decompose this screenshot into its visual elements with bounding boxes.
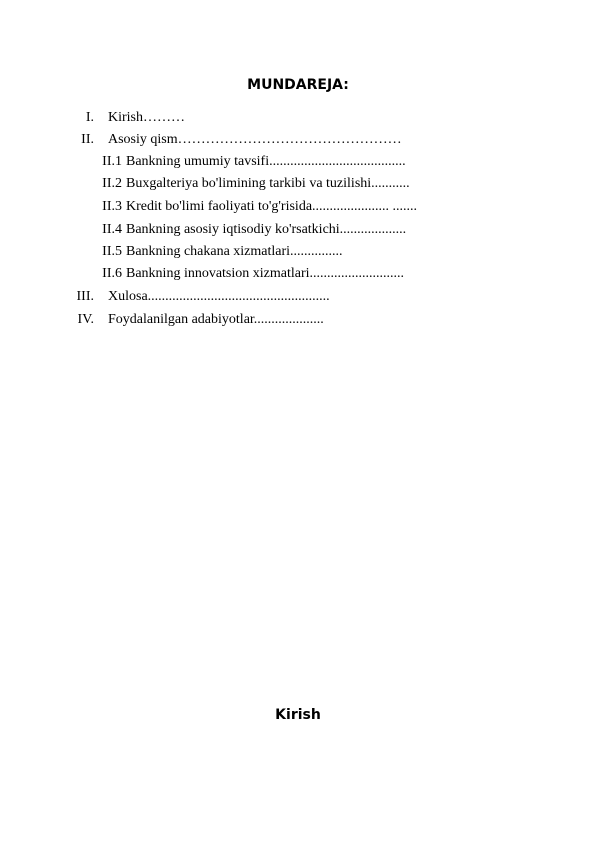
- toc-text: Xulosa....................................................: [108, 289, 330, 304]
- toc-item-adabiyotlar: [0, 311, 596, 329]
- toc-number: II.4: [102, 222, 122, 237]
- section-heading-kirish: Kirish: [275, 707, 321, 723]
- toc-item-kirish: [0, 109, 596, 127]
- toc-subitem-umumiy-tavsif: [0, 153, 596, 171]
- toc-number: II.6: [102, 266, 122, 281]
- toc-subitem-innovatsion: [0, 265, 596, 283]
- toc-subitem-chakana: [0, 243, 596, 261]
- toc-item-xulosa: [0, 288, 596, 306]
- toc-text: Buxgalteriya bo'limining tarkibi va tuzilishi...........: [126, 176, 410, 191]
- toc-number: II.1: [102, 154, 122, 169]
- toc-number: II.: [81, 132, 94, 147]
- toc-text: Bankning chakana xizmatlari...............: [126, 244, 343, 259]
- toc-subitem-iqtisodiy: [0, 221, 596, 239]
- toc-subitem-kredit: [0, 198, 596, 216]
- toc-text: Bankning asosiy iqtisodiy ko'rsatkichi...................: [126, 222, 407, 237]
- page-title: MUNDAREJA:: [247, 77, 349, 93]
- toc-item-asosiy-qism: [0, 131, 596, 149]
- toc-number: I.: [85, 110, 94, 125]
- toc-text: Bankning umumiy tavsifi.......................................: [126, 154, 406, 169]
- toc-text: Bankning innovatsion xizmatlari...........................: [126, 266, 405, 281]
- toc-text: Foydalanilgan adabiyotlar....................: [108, 312, 324, 327]
- toc-number: IV.: [77, 312, 94, 327]
- toc-subitem-buxgalteriya: [0, 175, 596, 193]
- toc-text: Asosiy qism…………………………………………: [108, 132, 402, 147]
- toc-text: Kirish………: [108, 110, 185, 125]
- toc-number: III.: [76, 289, 94, 304]
- toc-number: II.3: [102, 199, 122, 214]
- toc-number: II.5: [102, 244, 122, 259]
- toc-number: II.2: [102, 176, 122, 191]
- toc-text: Kredit bo'limi faoliyati to'g'risida...................... .......: [126, 199, 418, 214]
